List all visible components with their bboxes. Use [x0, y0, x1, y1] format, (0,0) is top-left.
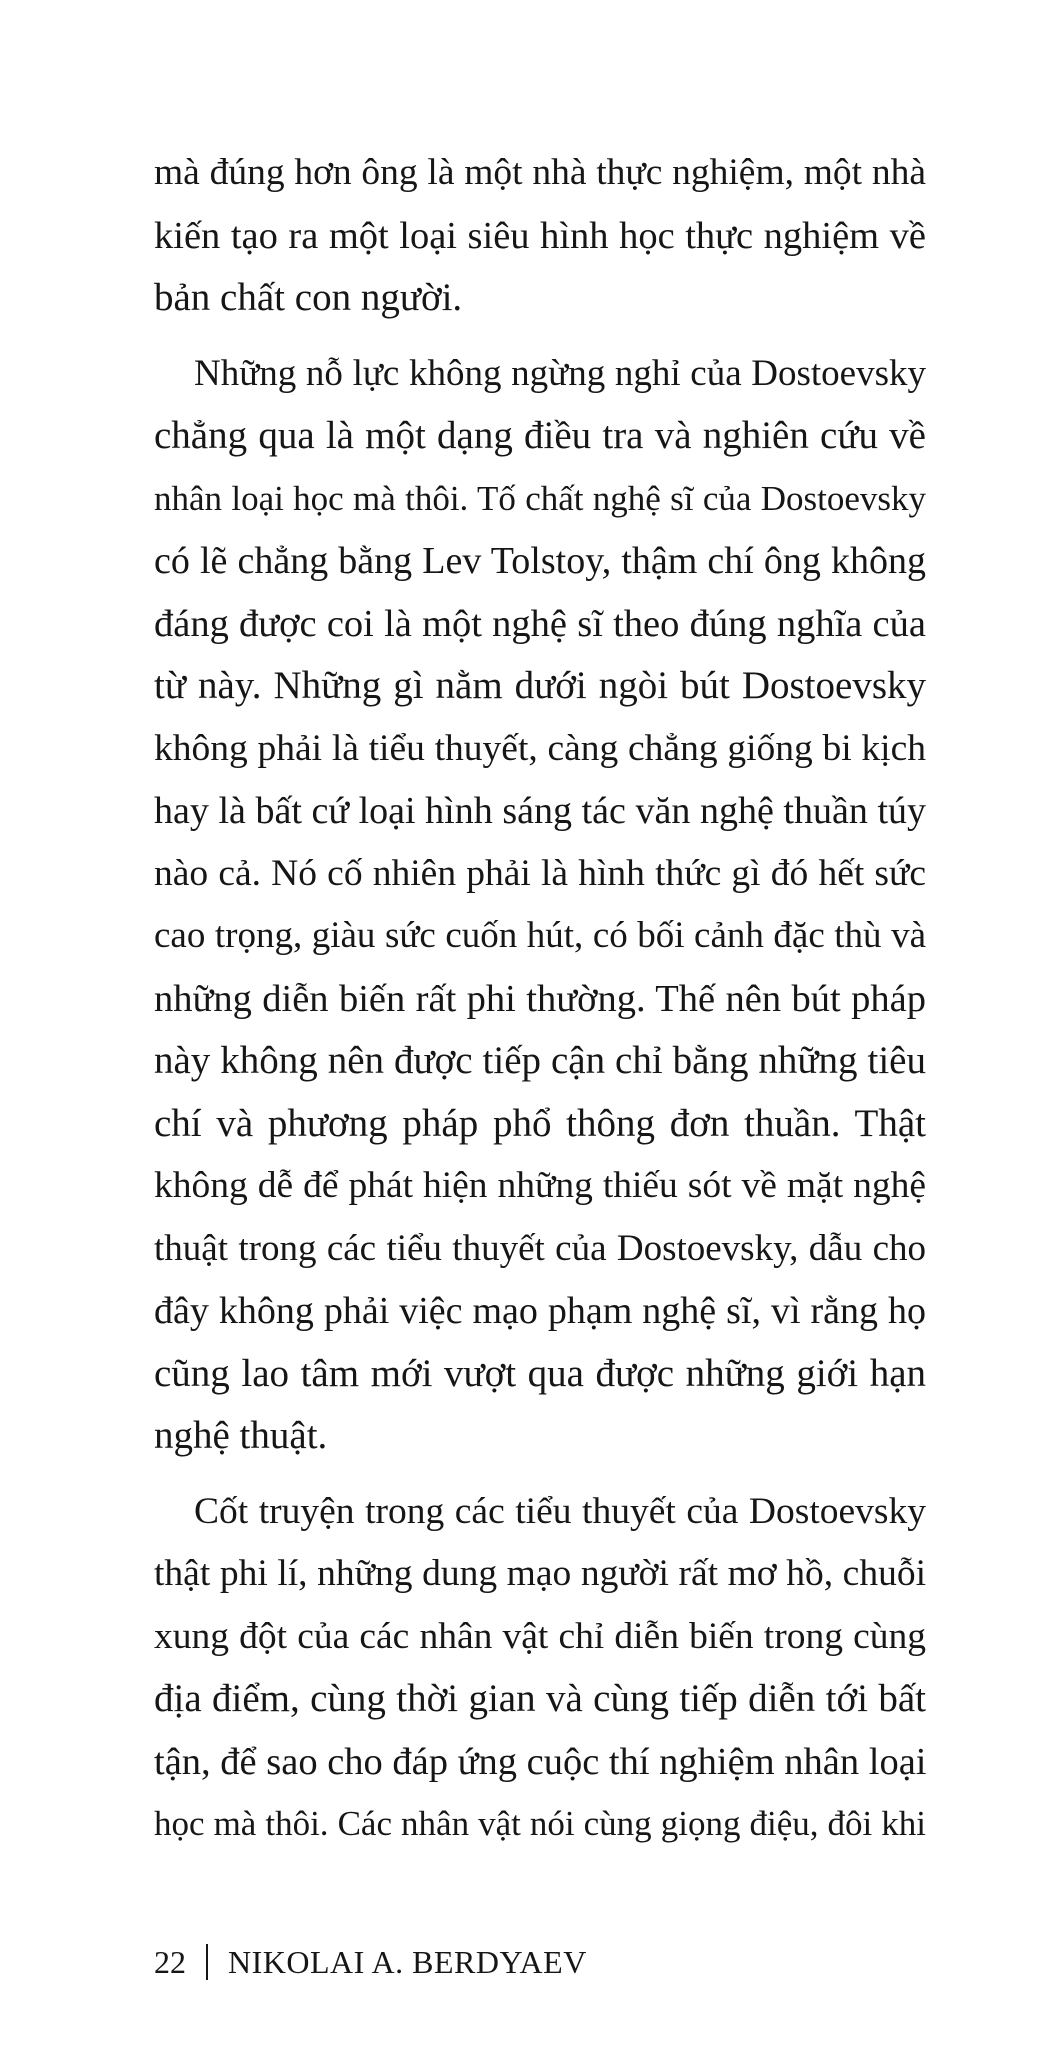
paragraph — [154, 142, 926, 330]
text-line: mà đúng hơn ông là một nhà thực nghiệm, một nhà — [154, 152, 926, 193]
text-line: nghệ thuật. — [154, 1414, 328, 1457]
text-line: thuật trong các tiểu thuyết của Dostoevsky, dẫu cho — [154, 1227, 926, 1269]
text-line: cao trọng, giàu sức cuốn hút, có bối cảnh đặc thù và — [154, 915, 926, 956]
text-line: chẳng qua là một dạng điều tra và nghiên cứu về — [154, 414, 926, 457]
text-line: Những nỗ lực không ngừng nghỉ của Dostoevsky — [194, 352, 926, 394]
page-footer — [154, 1942, 587, 1982]
text-line: có lẽ chẳng bằng Lev Tolstoy, thậm chí ông không — [154, 540, 926, 582]
text-line: cũng lao tâm mới vượt qua được những giới hạn — [154, 1351, 926, 1395]
text-line: nhân loại học mà thôi. Tố chất nghệ sĩ của Dostoevsky — [154, 478, 926, 518]
footer-divider — [206, 1944, 208, 1980]
text-line: Cốt truyện trong các tiểu thuyết của Dostoevsky — [194, 1490, 926, 1532]
text-line: bản chất con người. — [154, 276, 463, 319]
page-number: 22 — [154, 1944, 186, 1980]
text-line: không phải là tiểu thuyết, càng chẳng giống bi kịch — [154, 727, 926, 769]
text-line: chí và phương pháp phổ thông đơn thuần. Thật — [154, 1101, 926, 1145]
text-line: từ này. Những gì nằm dưới ngòi bút Dostoevsky — [154, 664, 926, 707]
text-line: học mà thôi. Các nhân vật nói cùng giọng điệu, đôi khi — [154, 1804, 926, 1843]
text-line: hay là bất cứ loại hình sáng tác văn nghệ thuần túy — [154, 790, 926, 832]
body-text — [154, 142, 926, 1856]
text-line: này không nên được tiếp cận chỉ bằng những tiêu — [154, 1039, 926, 1082]
paragraph — [154, 343, 926, 1468]
text-line: không dễ để phát hiện những thiếu sót về mặt nghệ — [154, 1165, 926, 1206]
text-line: đây không phải việc mạo phạm nghệ sĩ, vì rằng họ — [154, 1290, 926, 1332]
text-line: xung đột của các nhân vật chỉ diễn biến trong cùng — [154, 1615, 926, 1657]
paragraph — [154, 1481, 926, 1856]
text-line: đáng được coi là một nghệ sĩ theo đúng nghĩa của — [154, 602, 926, 645]
text-line: nào cả. Nó cố nhiên phải là hình thức gì đó hết sức — [154, 852, 926, 894]
running-head-author: NIKOLAI A. BERDYAEV — [228, 1944, 587, 1980]
text-line: địa điểm, cùng thời gian và cùng tiếp diễn tới bất — [154, 1677, 926, 1720]
text-line: những diễn biến rất phi thường. Thế nên bút pháp — [154, 977, 926, 1020]
text-line: tận, để sao cho đáp ứng cuộc thí nghiệm nhân loại — [154, 1740, 927, 1783]
text-line: kiến tạo ra một loại siêu hình học thực nghiệm về — [154, 214, 926, 257]
text-line: thật phi lí, những dung mạo người rất mơ hồ, chuỗi — [154, 1553, 926, 1594]
